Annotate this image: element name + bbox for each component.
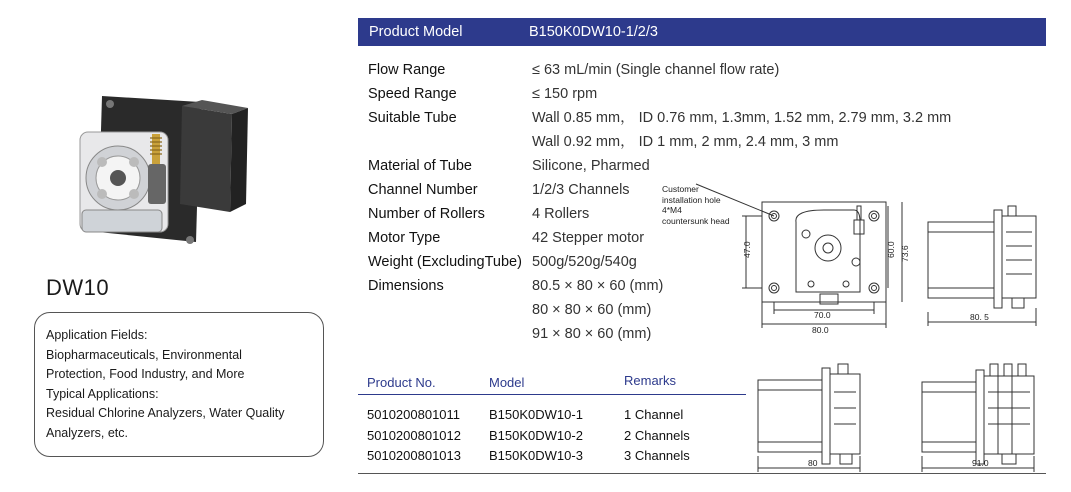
dimension-label: 47.0	[742, 241, 752, 258]
product-number: 5010200801013	[367, 448, 461, 463]
application-fields-title: Application Fields:	[46, 328, 148, 342]
bottom-divider	[358, 473, 1046, 474]
spec-label: Speed Range	[368, 86, 457, 102]
dimension-label: 80. 5	[970, 312, 989, 322]
model-cell: B150K0DW10-3	[489, 448, 583, 463]
spec-value: ≤ 63 mL/min (Single channel flow rate)	[532, 62, 780, 78]
note-line: installation hole	[662, 194, 721, 205]
spec-value: Silicone, Pharmed	[532, 158, 650, 174]
product-model-bar	[358, 18, 1046, 46]
model-cell: B150K0DW10-1	[489, 407, 583, 422]
application-box	[34, 312, 324, 457]
series-name: DW10	[46, 275, 110, 300]
spec-label: Motor Type	[368, 230, 441, 246]
remarks-cell: 3 Channels	[624, 448, 690, 463]
dimension-label: 70.0	[814, 310, 831, 320]
column-header: Product No.	[367, 375, 436, 390]
spec-label: Material of Tube	[368, 158, 472, 174]
spec-label: Dimensions	[368, 278, 444, 294]
front-view-drawing	[736, 192, 910, 342]
remarks-cell: 1 Channel	[624, 407, 684, 422]
product-table	[358, 370, 748, 465]
column-header: Remarks	[624, 373, 677, 388]
spec-label: Weight (ExcludingTube)	[368, 254, 522, 270]
column-header: Model	[489, 375, 525, 390]
spec-value: ≤ 150 rpm	[532, 86, 598, 102]
typical-applications-line: Residual Chlorine Analyzers, Water Quality	[46, 406, 285, 420]
spec-value: 1/2/3 Channels	[532, 182, 630, 198]
spec-value: 91 × 80 × 60 (mm)	[532, 326, 652, 342]
model-cell: B150K0DW10-2	[489, 427, 583, 443]
typical-applications-line: Analyzers, etc.	[46, 425, 128, 440]
table-row	[358, 424, 748, 445]
spec-value: 42 Stepper motor	[532, 230, 645, 246]
spec-label: Number of Rollers	[368, 206, 485, 222]
spec-value: 4 Rollers	[532, 206, 590, 222]
note-line: countersunk head	[662, 215, 730, 226]
table-row	[358, 444, 748, 465]
spec-value: 80 × 80 × 60 (mm)	[532, 302, 652, 318]
product-number: 5010200801012	[367, 427, 461, 443]
typical-applications-title: Typical Applications:	[46, 386, 159, 401]
side-view-drawing-2	[756, 362, 876, 474]
side-view-drawing-3	[920, 362, 1050, 474]
spec-label: Flow Range	[368, 62, 446, 78]
installation-note	[662, 184, 730, 226]
table-row	[358, 403, 748, 424]
spec-value: Wall 0.92 mm， ID 1 mm, 2 mm, 2.4 mm, 3 mm	[532, 134, 839, 150]
note-line: 4*M4	[662, 205, 682, 215]
table-header-divider	[358, 394, 746, 395]
application-fields-line: Biopharmaceuticals, Environmental	[46, 347, 242, 362]
product-number: 5010200801011	[367, 407, 461, 422]
dimension-label: 80.0	[812, 325, 829, 335]
side-view-drawing	[918, 202, 1050, 328]
dimension-label: 60.0	[886, 241, 896, 258]
table-header	[358, 370, 748, 394]
spec-value: Wall 0.85 mm， ID 0.76 mm, 1.3mm, 1.52 mm, 2.79 mm, 3.2 mm	[532, 110, 952, 126]
product-photo	[72, 92, 250, 252]
product-model-label: Product Model	[369, 24, 463, 40]
dimension-label: 73.6	[900, 245, 910, 262]
dimension-label: 91.0	[972, 458, 989, 468]
spec-value: 80.5 × 80 × 60 (mm)	[532, 278, 664, 294]
spec-value: 500g/520g/540g	[532, 254, 637, 270]
spec-label: Channel Number	[368, 182, 478, 198]
note-line: Customer	[662, 184, 699, 194]
spec-label: Suitable Tube	[368, 110, 457, 126]
product-model-value: B150K0DW10-1/2/3	[529, 24, 658, 40]
dimension-label: 80	[808, 458, 818, 468]
application-fields-line: Protection, Food Industry, and More	[46, 367, 245, 381]
remarks-cell: 2 Channels	[624, 427, 690, 443]
